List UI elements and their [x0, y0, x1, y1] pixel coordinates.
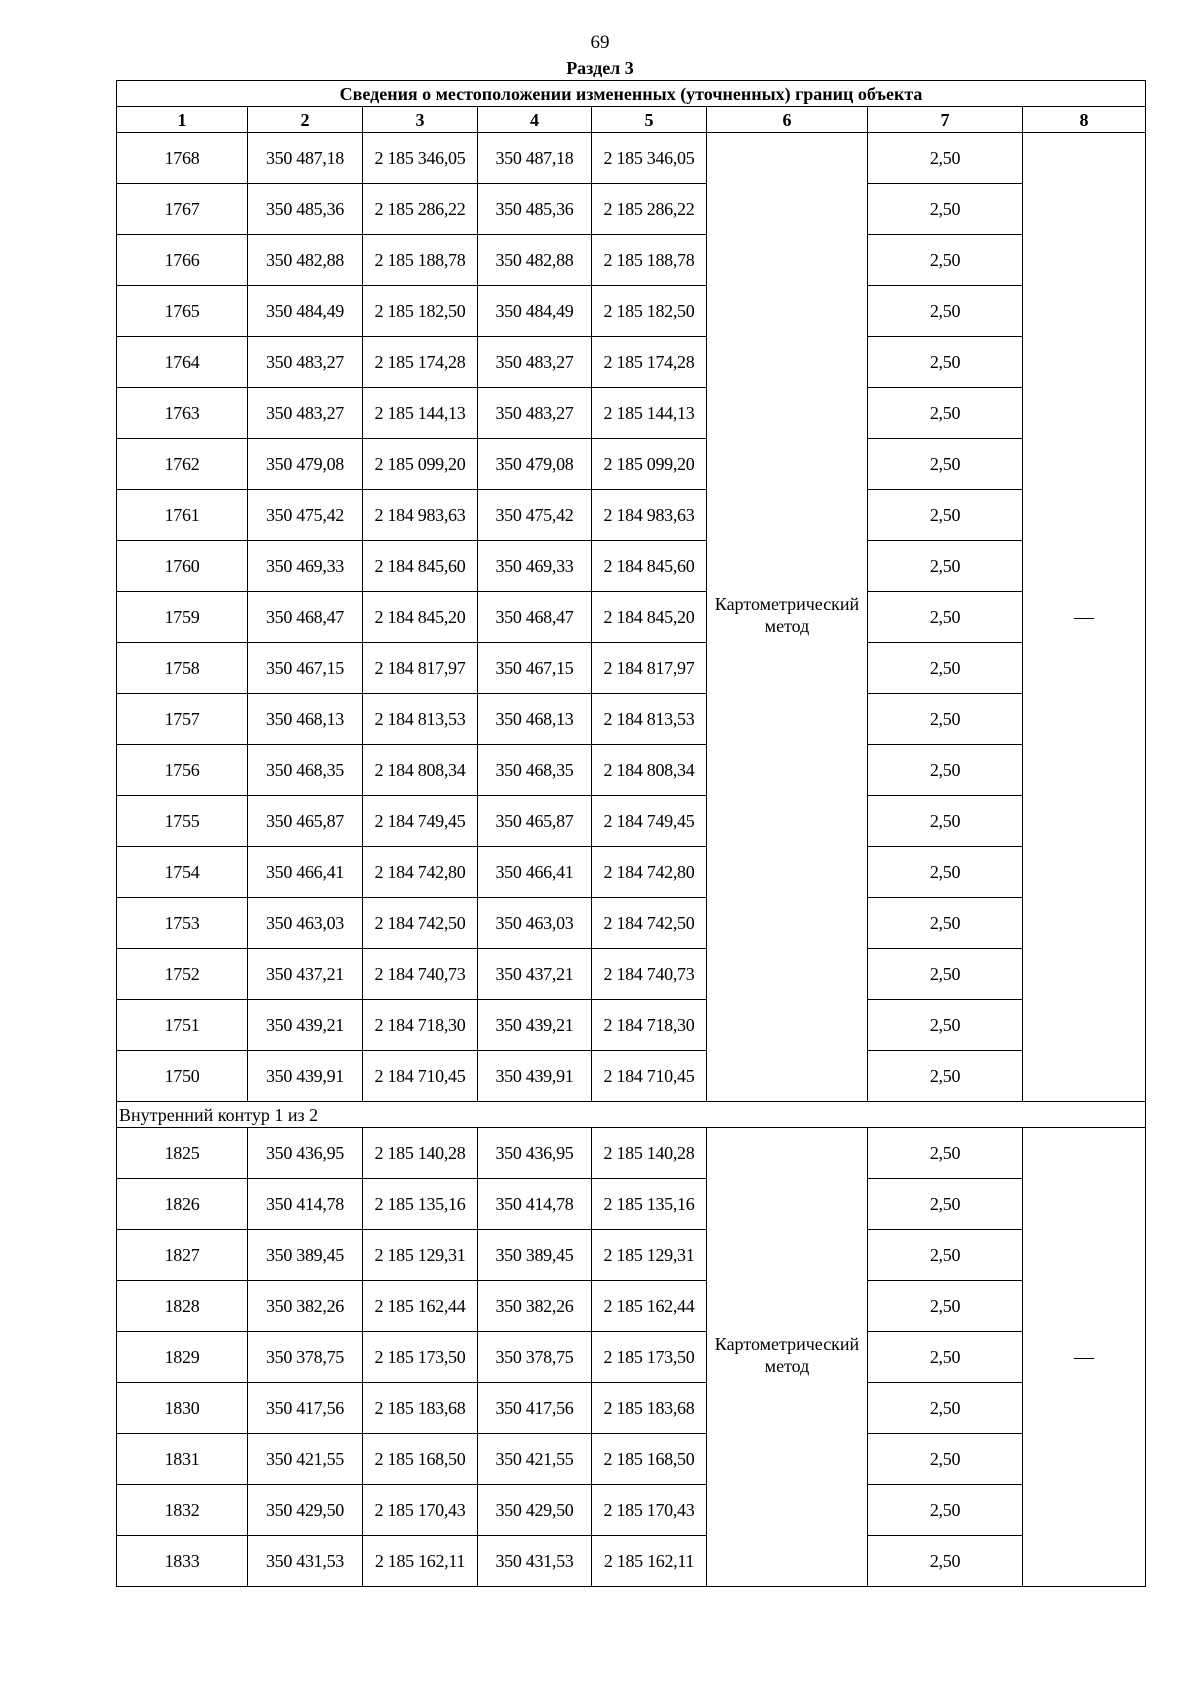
x-coordinate-cell: 350 437,21: [248, 949, 363, 1000]
table-row: [117, 694, 1146, 745]
x-coordinate-cell: 350 487,18: [248, 133, 363, 184]
table-row: [117, 388, 1146, 439]
table-row: [117, 337, 1146, 388]
x-coordinate-cell: 350 485,36: [478, 184, 592, 235]
y-coordinate-cell: 2 185 170,43: [592, 1485, 707, 1536]
y-coordinate-cell: 2 185 182,50: [363, 286, 478, 337]
y-coordinate-cell: 2 185 168,50: [363, 1434, 478, 1485]
y-coordinate-cell: 2 185 099,20: [363, 439, 478, 490]
x-coordinate-cell: 350 429,50: [478, 1485, 592, 1536]
y-coordinate-cell: 2 185 135,16: [363, 1179, 478, 1230]
accuracy-cell: 2,50: [868, 388, 1023, 439]
x-coordinate-cell: 350 469,33: [478, 541, 592, 592]
accuracy-cell: 2,50: [868, 643, 1023, 694]
y-coordinate-cell: 2 184 710,45: [592, 1051, 707, 1102]
accuracy-cell: 2,50: [868, 1179, 1023, 1230]
column-number: 5: [592, 107, 707, 133]
contour-label-row: [117, 1102, 1146, 1128]
table-row: [117, 949, 1146, 1000]
section-title: Раздел 3: [566, 58, 634, 78]
x-coordinate-cell: 350 484,49: [248, 286, 363, 337]
column-8-cell: —: [1023, 1128, 1146, 1587]
y-coordinate-cell: 2 185 162,44: [592, 1281, 707, 1332]
y-coordinate-cell: 2 185 182,50: [592, 286, 707, 337]
y-coordinate-cell: 2 184 742,50: [363, 898, 478, 949]
x-coordinate-cell: 350 389,45: [478, 1230, 592, 1281]
y-coordinate-cell: 2 185 099,20: [592, 439, 707, 490]
point-number-cell: 1827: [117, 1230, 248, 1281]
x-coordinate-cell: 350 436,95: [478, 1128, 592, 1179]
table-row: [117, 286, 1146, 337]
accuracy-cell: 2,50: [868, 286, 1023, 337]
table-row: [117, 1000, 1146, 1051]
x-coordinate-cell: 350 436,95: [248, 1128, 363, 1179]
y-coordinate-cell: 2 185 188,78: [592, 235, 707, 286]
x-coordinate-cell: 350 483,27: [248, 388, 363, 439]
y-coordinate-cell: 2 185 162,11: [363, 1536, 478, 1587]
y-coordinate-cell: 2 185 183,68: [363, 1383, 478, 1434]
point-number-cell: 1830: [117, 1383, 248, 1434]
accuracy-cell: 2,50: [868, 1128, 1023, 1179]
y-coordinate-cell: 2 184 845,20: [363, 592, 478, 643]
y-coordinate-cell: 2 185 346,05: [363, 133, 478, 184]
y-coordinate-cell: 2 184 740,73: [363, 949, 478, 1000]
x-coordinate-cell: 350 382,26: [478, 1281, 592, 1332]
column-number: 3: [363, 107, 478, 133]
accuracy-cell: 2,50: [868, 1485, 1023, 1536]
contour-label: Внутренний контур 1 из 2: [117, 1102, 1146, 1128]
table-row: [117, 1485, 1146, 1536]
x-coordinate-cell: 350 431,53: [478, 1536, 592, 1587]
coordinates-table: [116, 80, 1146, 1587]
y-coordinate-cell: 2 184 845,20: [592, 592, 707, 643]
accuracy-cell: 2,50: [868, 1536, 1023, 1587]
column-number: 2: [248, 107, 363, 133]
accuracy-cell: 2,50: [868, 1000, 1023, 1051]
x-coordinate-cell: 350 468,13: [478, 694, 592, 745]
accuracy-cell: 2,50: [868, 490, 1023, 541]
point-number-cell: 1762: [117, 439, 248, 490]
x-coordinate-cell: 350 431,53: [248, 1536, 363, 1587]
x-coordinate-cell: 350 439,91: [248, 1051, 363, 1102]
y-coordinate-cell: 2 185 170,43: [363, 1485, 478, 1536]
table-row: [117, 796, 1146, 847]
x-coordinate-cell: 350 475,42: [248, 490, 363, 541]
x-coordinate-cell: 350 466,41: [248, 847, 363, 898]
y-coordinate-cell: 2 185 162,11: [592, 1536, 707, 1587]
table-body: [117, 81, 1146, 1587]
point-number-cell: 1760: [117, 541, 248, 592]
accuracy-cell: 2,50: [868, 847, 1023, 898]
y-coordinate-cell: 2 185 168,50: [592, 1434, 707, 1485]
x-coordinate-cell: 350 417,56: [248, 1383, 363, 1434]
accuracy-cell: 2,50: [868, 1230, 1023, 1281]
point-number-cell: 1751: [117, 1000, 248, 1051]
table-row: [117, 1230, 1146, 1281]
x-coordinate-cell: 350 429,50: [248, 1485, 363, 1536]
point-number-cell: 1768: [117, 133, 248, 184]
point-number-cell: 1754: [117, 847, 248, 898]
y-coordinate-cell: 2 184 718,30: [592, 1000, 707, 1051]
y-coordinate-cell: 2 185 286,22: [592, 184, 707, 235]
accuracy-cell: 2,50: [868, 184, 1023, 235]
x-coordinate-cell: 350 414,78: [248, 1179, 363, 1230]
x-coordinate-cell: 350 421,55: [478, 1434, 592, 1485]
y-coordinate-cell: 2 184 710,45: [363, 1051, 478, 1102]
accuracy-cell: 2,50: [868, 1051, 1023, 1102]
point-number-cell: 1829: [117, 1332, 248, 1383]
method-cell: Картометрический метод: [707, 133, 868, 1102]
column-number: 8: [1023, 107, 1146, 133]
y-coordinate-cell: 2 184 817,97: [363, 643, 478, 694]
point-number-cell: 1767: [117, 184, 248, 235]
table-row: [117, 541, 1146, 592]
point-number-cell: 1826: [117, 1179, 248, 1230]
point-number-cell: 1763: [117, 388, 248, 439]
x-coordinate-cell: 350 483,27: [248, 337, 363, 388]
point-number-cell: 1755: [117, 796, 248, 847]
table-row: [117, 184, 1146, 235]
accuracy-cell: 2,50: [868, 337, 1023, 388]
x-coordinate-cell: 350 466,41: [478, 847, 592, 898]
accuracy-cell: 2,50: [868, 949, 1023, 1000]
y-coordinate-cell: 2 184 983,63: [363, 490, 478, 541]
y-coordinate-cell: 2 184 845,60: [363, 541, 478, 592]
x-coordinate-cell: 350 487,18: [478, 133, 592, 184]
y-coordinate-cell: 2 185 173,50: [592, 1332, 707, 1383]
accuracy-cell: 2,50: [868, 133, 1023, 184]
y-coordinate-cell: 2 185 174,28: [592, 337, 707, 388]
table-row: [117, 1434, 1146, 1485]
x-coordinate-cell: 350 437,21: [478, 949, 592, 1000]
accuracy-cell: 2,50: [868, 1434, 1023, 1485]
page-number: 69: [590, 32, 610, 53]
y-coordinate-cell: 2 184 749,45: [363, 796, 478, 847]
table-row: [117, 133, 1146, 184]
table-row: [117, 1536, 1146, 1587]
y-coordinate-cell: 2 185 346,05: [592, 133, 707, 184]
x-coordinate-cell: 350 439,91: [478, 1051, 592, 1102]
point-number-cell: 1758: [117, 643, 248, 694]
x-coordinate-cell: 350 463,03: [248, 898, 363, 949]
x-coordinate-cell: 350 389,45: [248, 1230, 363, 1281]
point-number-cell: 1765: [117, 286, 248, 337]
column-number: 6: [707, 107, 868, 133]
point-number-cell: 1761: [117, 490, 248, 541]
method-cell: Картометрический метод: [707, 1128, 868, 1587]
table-caption-row: [117, 81, 1146, 107]
x-coordinate-cell: 350 469,33: [248, 541, 363, 592]
x-coordinate-cell: 350 468,47: [478, 592, 592, 643]
table-row: [117, 898, 1146, 949]
x-coordinate-cell: 350 484,49: [478, 286, 592, 337]
table-row: [117, 490, 1146, 541]
x-coordinate-cell: 350 468,35: [478, 745, 592, 796]
point-number-cell: 1750: [117, 1051, 248, 1102]
point-number-cell: 1764: [117, 337, 248, 388]
y-coordinate-cell: 2 184 983,63: [592, 490, 707, 541]
table-row: [117, 1332, 1146, 1383]
x-coordinate-cell: 350 485,36: [248, 184, 363, 235]
x-coordinate-cell: 350 483,27: [478, 337, 592, 388]
y-coordinate-cell: 2 184 740,73: [592, 949, 707, 1000]
column-number: 7: [868, 107, 1023, 133]
y-coordinate-cell: 2 184 845,60: [592, 541, 707, 592]
point-number-cell: 1756: [117, 745, 248, 796]
table-row: [117, 643, 1146, 694]
y-coordinate-cell: 2 185 129,31: [592, 1230, 707, 1281]
point-number-cell: 1766: [117, 235, 248, 286]
accuracy-cell: 2,50: [868, 898, 1023, 949]
y-coordinate-cell: 2 184 742,50: [592, 898, 707, 949]
y-coordinate-cell: 2 184 749,45: [592, 796, 707, 847]
x-coordinate-cell: 350 378,75: [248, 1332, 363, 1383]
table-row: [117, 439, 1146, 490]
x-coordinate-cell: 350 468,35: [248, 745, 363, 796]
x-coordinate-cell: 350 467,15: [248, 643, 363, 694]
table-row: [117, 592, 1146, 643]
y-coordinate-cell: 2 184 742,80: [363, 847, 478, 898]
point-number-cell: 1833: [117, 1536, 248, 1587]
y-coordinate-cell: 2 184 813,53: [592, 694, 707, 745]
table-row: [117, 847, 1146, 898]
x-coordinate-cell: 350 414,78: [478, 1179, 592, 1230]
accuracy-cell: 2,50: [868, 1383, 1023, 1434]
y-coordinate-cell: 2 185 129,31: [363, 1230, 478, 1281]
accuracy-cell: 2,50: [868, 745, 1023, 796]
point-number-cell: 1757: [117, 694, 248, 745]
y-coordinate-cell: 2 185 144,13: [363, 388, 478, 439]
point-number-cell: 1831: [117, 1434, 248, 1485]
table-row: [117, 1051, 1146, 1102]
accuracy-cell: 2,50: [868, 439, 1023, 490]
accuracy-cell: 2,50: [868, 235, 1023, 286]
table-caption: Сведения о местоположении измененных (уточненных) границ объекта: [117, 81, 1146, 107]
x-coordinate-cell: 350 467,15: [478, 643, 592, 694]
column-number-row: [117, 107, 1146, 133]
table-row: [117, 235, 1146, 286]
accuracy-cell: 2,50: [868, 1332, 1023, 1383]
column-8-cell: —: [1023, 133, 1146, 1102]
y-coordinate-cell: 2 185 174,28: [363, 337, 478, 388]
x-coordinate-cell: 350 463,03: [478, 898, 592, 949]
point-number-cell: 1759: [117, 592, 248, 643]
table-row: [117, 745, 1146, 796]
point-number-cell: 1752: [117, 949, 248, 1000]
column-number: 1: [117, 107, 248, 133]
table-row: [117, 1128, 1146, 1179]
x-coordinate-cell: 350 421,55: [248, 1434, 363, 1485]
y-coordinate-cell: 2 185 188,78: [363, 235, 478, 286]
x-coordinate-cell: 350 468,13: [248, 694, 363, 745]
y-coordinate-cell: 2 185 286,22: [363, 184, 478, 235]
x-coordinate-cell: 350 465,87: [478, 796, 592, 847]
table-row: [117, 1179, 1146, 1230]
x-coordinate-cell: 350 468,47: [248, 592, 363, 643]
x-coordinate-cell: 350 479,08: [248, 439, 363, 490]
y-coordinate-cell: 2 184 742,80: [592, 847, 707, 898]
point-number-cell: 1825: [117, 1128, 248, 1179]
accuracy-cell: 2,50: [868, 796, 1023, 847]
point-number-cell: 1832: [117, 1485, 248, 1536]
x-coordinate-cell: 350 479,08: [478, 439, 592, 490]
x-coordinate-cell: 350 378,75: [478, 1332, 592, 1383]
x-coordinate-cell: 350 439,21: [478, 1000, 592, 1051]
y-coordinate-cell: 2 185 140,28: [592, 1128, 707, 1179]
y-coordinate-cell: 2 184 808,34: [363, 745, 478, 796]
y-coordinate-cell: 2 185 135,16: [592, 1179, 707, 1230]
y-coordinate-cell: 2 184 808,34: [592, 745, 707, 796]
table-row: [117, 1281, 1146, 1332]
point-number-cell: 1828: [117, 1281, 248, 1332]
x-coordinate-cell: 350 439,21: [248, 1000, 363, 1051]
y-coordinate-cell: 2 184 813,53: [363, 694, 478, 745]
point-number-cell: 1753: [117, 898, 248, 949]
x-coordinate-cell: 350 482,88: [248, 235, 363, 286]
column-number: 4: [478, 107, 592, 133]
accuracy-cell: 2,50: [868, 694, 1023, 745]
x-coordinate-cell: 350 483,27: [478, 388, 592, 439]
accuracy-cell: 2,50: [868, 1281, 1023, 1332]
accuracy-cell: 2,50: [868, 592, 1023, 643]
y-coordinate-cell: 2 184 817,97: [592, 643, 707, 694]
x-coordinate-cell: 350 382,26: [248, 1281, 363, 1332]
y-coordinate-cell: 2 184 718,30: [363, 1000, 478, 1051]
accuracy-cell: 2,50: [868, 541, 1023, 592]
x-coordinate-cell: 350 482,88: [478, 235, 592, 286]
y-coordinate-cell: 2 185 183,68: [592, 1383, 707, 1434]
y-coordinate-cell: 2 185 140,28: [363, 1128, 478, 1179]
x-coordinate-cell: 350 465,87: [248, 796, 363, 847]
x-coordinate-cell: 350 475,42: [478, 490, 592, 541]
y-coordinate-cell: 2 185 162,44: [363, 1281, 478, 1332]
y-coordinate-cell: 2 185 173,50: [363, 1332, 478, 1383]
y-coordinate-cell: 2 185 144,13: [592, 388, 707, 439]
x-coordinate-cell: 350 417,56: [478, 1383, 592, 1434]
table-row: [117, 1383, 1146, 1434]
